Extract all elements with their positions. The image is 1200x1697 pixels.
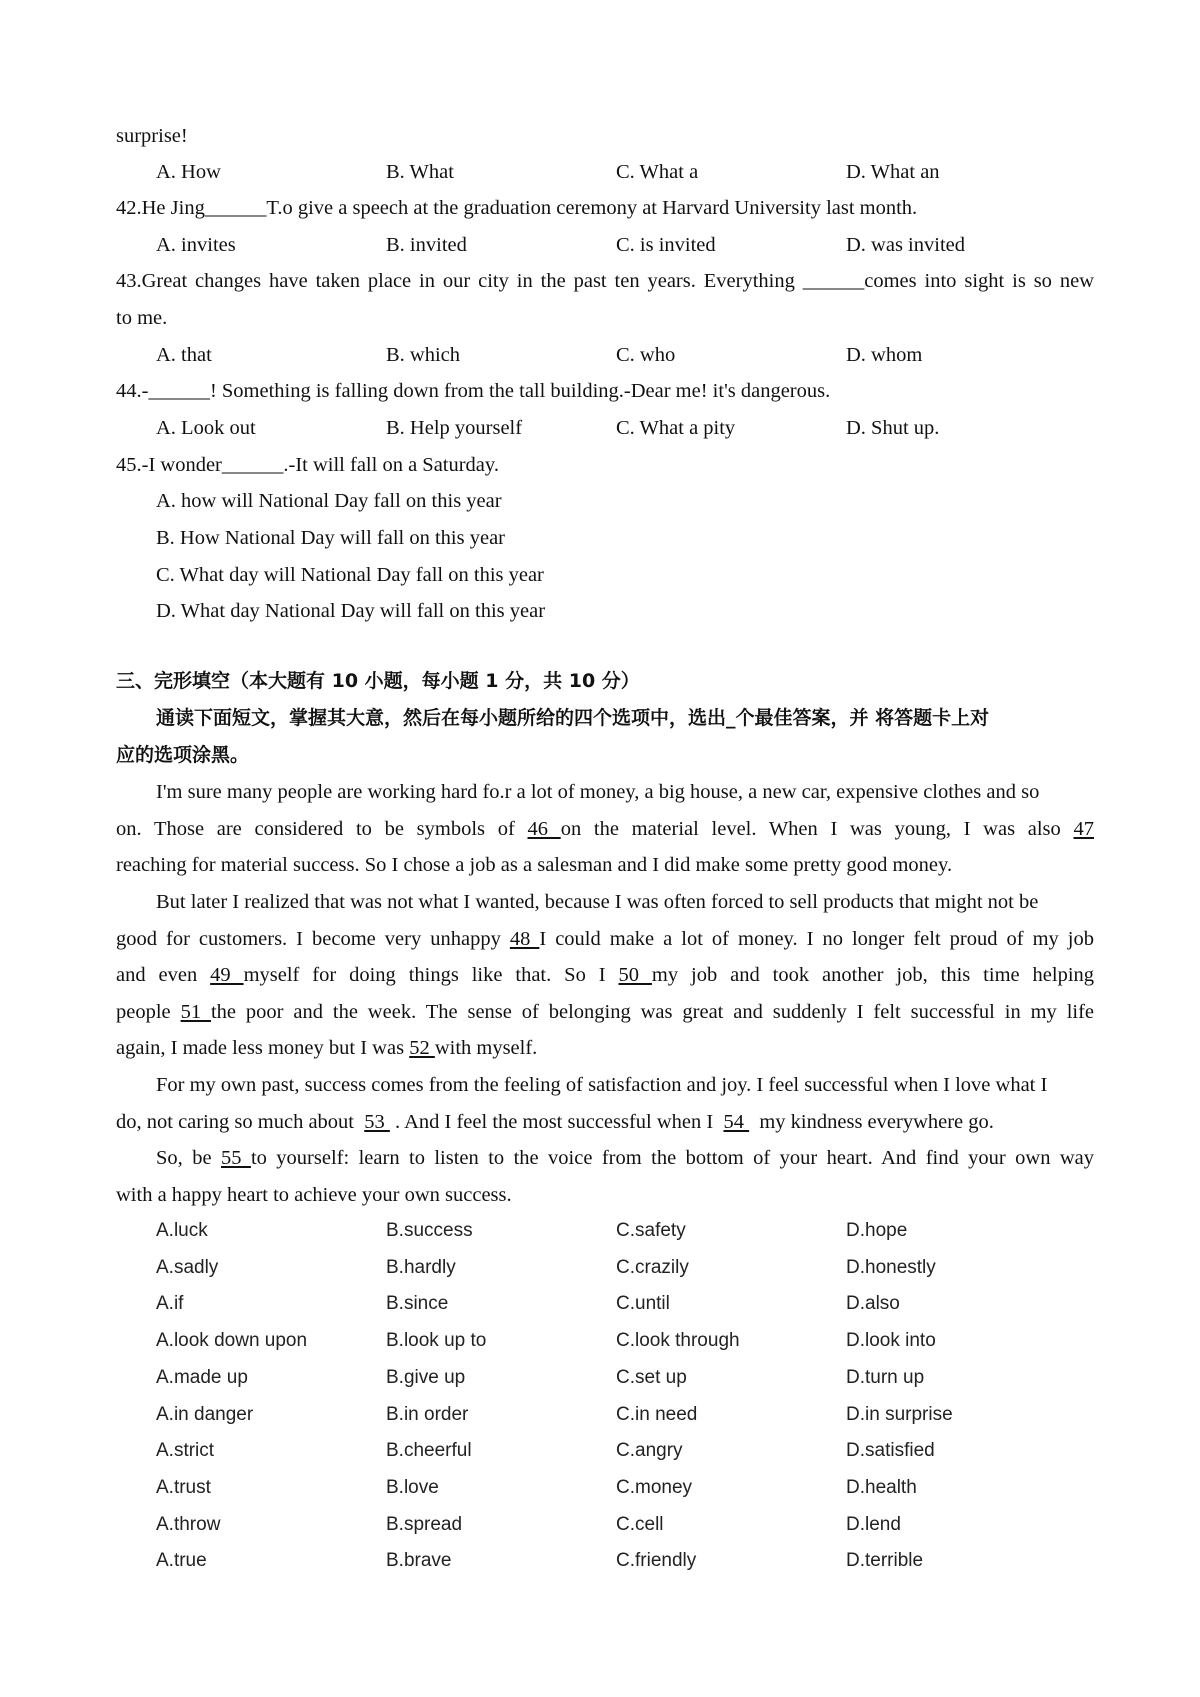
- cloze-47-option-d: D.honestly: [846, 1257, 936, 1278]
- section3-instruction-line2: 应的选项涂黑。: [116, 744, 250, 766]
- blank-52: 52: [409, 1037, 435, 1059]
- q42-option-a: A. invites: [156, 234, 236, 256]
- cloze-54-option-c: C.cell: [616, 1514, 664, 1535]
- q43-option-d: D. whom: [846, 344, 923, 366]
- cloze-47-option-c: C.crazily: [616, 1257, 689, 1278]
- q41-option-c: C. What a: [616, 161, 699, 183]
- cloze-49-option-a: A.look down upon: [156, 1330, 308, 1351]
- passage-text: to yourself: learn to listen to the voice from the bottom of your heart. And find your own way: [250, 1147, 1095, 1169]
- section3-instruction-line1: 通读下面短文，掌握其大意，然后在每小题所给的四个选项中，选出_个最佳答案，并 将答题卡上对: [156, 707, 990, 729]
- cloze-50-option-c: C.set up: [616, 1367, 687, 1388]
- q44-option-d: D. Shut up.: [846, 417, 940, 439]
- cloze-51-option-d: D.in surprise: [846, 1404, 953, 1425]
- passage-text: So, be: [156, 1147, 212, 1169]
- cloze-52-option-a: A.strict: [156, 1440, 215, 1461]
- passage-text: good for customers. I become very unhappy: [116, 928, 501, 950]
- cloze-52-option-d: D.satisfied: [846, 1440, 935, 1461]
- q44-stem: 44.-______! Something is falling down from the tall building.-Dear me! it's dangerous.: [116, 380, 831, 402]
- passage-line: [116, 819, 1094, 840]
- passage-text: the poor and the week. The sense of belonging was great and suddenly I felt successful in my life: [210, 1001, 1095, 1023]
- cloze-48-option-d: D.also: [846, 1293, 900, 1314]
- q44-option-b: B. Help yourself: [386, 417, 523, 439]
- q42-option-b: B. invited: [386, 234, 467, 256]
- q43-stem-line1: 43.Great changes have taken place in our city in the past ten years. Everything ______comes into sight is so new: [116, 270, 1094, 292]
- q42-option-c: C. is invited: [616, 234, 716, 256]
- passage-text: on. Those are considered to be symbols of: [116, 818, 515, 840]
- cloze-55-option-c: C.friendly: [616, 1550, 697, 1571]
- passage-text: But later I realized that was not what I wanted, because I was often forced to sell products that might not be: [156, 891, 1039, 913]
- passage-line: [156, 892, 1038, 913]
- passage-text: my kindness everywhere go.: [759, 1111, 994, 1133]
- q45-option-a: A. how will National Day fall on this year: [156, 490, 502, 512]
- passage-text: my job and took another job, this time helping: [651, 964, 1095, 986]
- q44-option-a: A. Look out: [156, 417, 256, 439]
- cloze-53-option-b: B.love: [386, 1477, 439, 1498]
- passage-text: with a happy heart to achieve your own success.: [116, 1184, 512, 1206]
- cloze-46-option-d: D.hope: [846, 1220, 908, 1241]
- blank-53: 53: [364, 1111, 390, 1133]
- cloze-50-option-b: B.give up: [386, 1367, 466, 1388]
- blank-49: 49: [210, 964, 244, 986]
- cloze-53-option-d: D.health: [846, 1477, 917, 1498]
- cloze-53-option-c: C.money: [616, 1477, 693, 1498]
- q45-option-c: C. What day will National Day fall on this year: [156, 564, 544, 586]
- cloze-48-option-c: C.until: [616, 1293, 670, 1314]
- passage-text: For my own past, success comes from the feeling of satisfaction and joy. I feel successful when I love what I: [156, 1074, 1048, 1096]
- cloze-49-option-d: D.look into: [846, 1330, 936, 1351]
- passage-line: [156, 1075, 1047, 1096]
- q41-option-b: B. What: [386, 161, 454, 183]
- cloze-54-option-d: D.lend: [846, 1514, 901, 1535]
- passage-text: myself for doing things like that. So I: [243, 964, 606, 986]
- passage-text: do, not caring so much about: [116, 1111, 354, 1133]
- cloze-55-option-b: B.brave: [386, 1550, 452, 1571]
- passage-text: I'm sure many people are working hard fo.r a lot of money, a big house, a new car, expensive clothes and so: [156, 781, 1040, 803]
- q45-stem: 45.-I wonder______.-It will fall on a Saturday.: [116, 454, 499, 476]
- passage-text: and even: [116, 964, 198, 986]
- cloze-51-option-b: B.in order: [386, 1404, 469, 1425]
- q43-option-b: B. which: [386, 344, 461, 366]
- q43-stem-line2: to me.: [116, 307, 168, 329]
- passage-line: [116, 1185, 512, 1206]
- passage-text: . And I feel the most successful when I: [394, 1111, 714, 1133]
- passage-text: I could make a lot of money. I no longer felt proud of my job: [539, 928, 1095, 950]
- cloze-52-option-c: C.angry: [616, 1440, 683, 1461]
- q41-stem-tail: surprise!: [116, 125, 188, 147]
- passage-line: [116, 855, 952, 876]
- cloze-47-option-b: B.hardly: [386, 1257, 456, 1278]
- passage-line: [116, 1038, 537, 1059]
- cloze-51-option-a: A.in danger: [156, 1404, 254, 1425]
- q42-stem: 42.He Jing______T.o give a speech at the graduation ceremony at Harvard University last month.: [116, 197, 918, 219]
- cloze-54-option-b: B.spread: [386, 1514, 463, 1535]
- cloze-55-option-a: A.true: [156, 1550, 207, 1571]
- cloze-46-option-c: C.safety: [616, 1220, 686, 1241]
- cloze-47-option-a: A.sadly: [156, 1257, 219, 1278]
- cloze-55-option-d: D.terrible: [846, 1550, 924, 1571]
- cloze-50-option-d: D.turn up: [846, 1367, 925, 1388]
- q43-option-a: A. that: [156, 344, 212, 366]
- q45-option-b: B. How National Day will fall on this year: [156, 527, 506, 549]
- passage-line: [156, 1148, 1094, 1169]
- blank-48: 48: [509, 928, 540, 950]
- passage-line: [156, 782, 1039, 803]
- passage-text: with myself.: [434, 1037, 538, 1059]
- q44-option-c: C. What a pity: [616, 417, 736, 439]
- blank-50: 50: [618, 964, 652, 986]
- q42-option-d: D. was invited: [846, 234, 965, 256]
- cloze-48-option-a: A.if: [156, 1293, 184, 1314]
- section3-title: 三、完形填空（本大题有 10 小题，每小题 1 分，共 10 分）: [116, 670, 640, 692]
- blank-47: 47: [1073, 818, 1094, 840]
- blank-46: 46: [527, 818, 561, 840]
- q41-option-a: A. How: [156, 161, 221, 183]
- cloze-46-option-b: B.success: [386, 1220, 473, 1241]
- blank-51: 51: [180, 1001, 211, 1023]
- blank-55: 55: [221, 1147, 251, 1169]
- cloze-53-option-a: A.trust: [156, 1477, 211, 1498]
- passage-line: [116, 965, 1094, 986]
- cloze-52-option-b: B.cheerful: [386, 1440, 472, 1461]
- passage-text: reaching for material success. So I chose a job as a salesman and I did make some pretty good money.: [116, 854, 953, 876]
- q43-option-c: C. who: [616, 344, 676, 366]
- q41-option-d: D. What an: [846, 161, 940, 183]
- passage-line: [116, 1112, 994, 1133]
- cloze-50-option-a: A.made up: [156, 1367, 248, 1388]
- blank-54: 54: [723, 1111, 750, 1133]
- q45-option-d: D. What day National Day will fall on this year: [156, 600, 546, 622]
- cloze-49-option-c: C.look through: [616, 1330, 740, 1351]
- passage-line: [116, 1002, 1094, 1023]
- cloze-51-option-c: C.in need: [616, 1404, 698, 1425]
- cloze-46-option-a: A.luck: [156, 1220, 208, 1241]
- cloze-49-option-b: B.look up to: [386, 1330, 487, 1351]
- passage-line: [116, 929, 1094, 950]
- passage-text: on the material level. When I was young, I was also: [560, 818, 1061, 840]
- passage-text: again, I made less money but I was: [116, 1037, 405, 1059]
- cloze-54-option-a: A.throw: [156, 1514, 221, 1535]
- cloze-48-option-b: B.since: [386, 1293, 449, 1314]
- passage-text: people: [116, 1001, 171, 1023]
